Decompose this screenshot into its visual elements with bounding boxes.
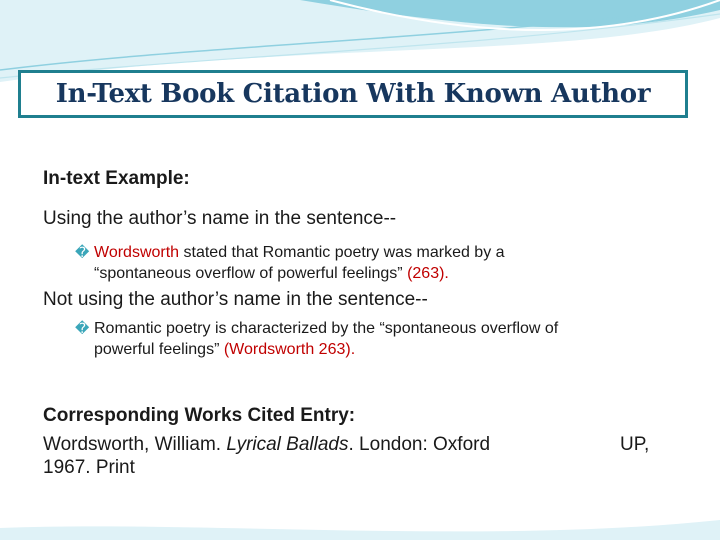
title-box <box>18 70 688 118</box>
section2-quote: powerful feelings” <box>94 341 224 358</box>
author-name: Wordsworth <box>94 244 180 261</box>
works-cited-heading: Corresponding Works Cited Entry: <box>43 405 356 426</box>
section2-citation: (Wordsworth 263). <box>223 341 356 358</box>
works-cited-up: UP, <box>620 434 650 455</box>
works-cited-line-2: 1967. Print <box>43 457 135 478</box>
section1-continuation-line <box>94 263 449 284</box>
section2-text: Romantic poetry is characterized by the “spontaneous overflow of <box>94 320 559 337</box>
bullet-icon: � <box>75 320 90 336</box>
section1-quote: “spontaneous overflow of powerful feelings” <box>94 265 408 282</box>
slide-title: In-Text Book Citation With Known Author <box>55 79 651 109</box>
works-cited-author: Wordsworth, William. <box>43 434 227 455</box>
section1-citation: (263). <box>407 265 449 282</box>
section2-heading: Not using the author’s name in the sentence-- <box>43 289 428 310</box>
works-cited-book-title: Lyrical Ballads <box>226 434 349 455</box>
bottom-wave-shape <box>0 520 720 540</box>
section1-bullet-line <box>75 242 505 263</box>
section1-text: stated that Romantic poetry was marked by a <box>179 244 505 261</box>
bullet-icon: � <box>75 244 90 260</box>
works-cited-line-1 <box>43 434 490 456</box>
section1-heading: Using the author’s name in the sentence-- <box>43 208 397 229</box>
example-heading: In-text Example: <box>43 168 190 189</box>
works-cited-publisher: . London: Oxford <box>348 434 491 455</box>
section2-bullet-line <box>75 318 558 339</box>
section2-continuation-line <box>94 339 355 360</box>
